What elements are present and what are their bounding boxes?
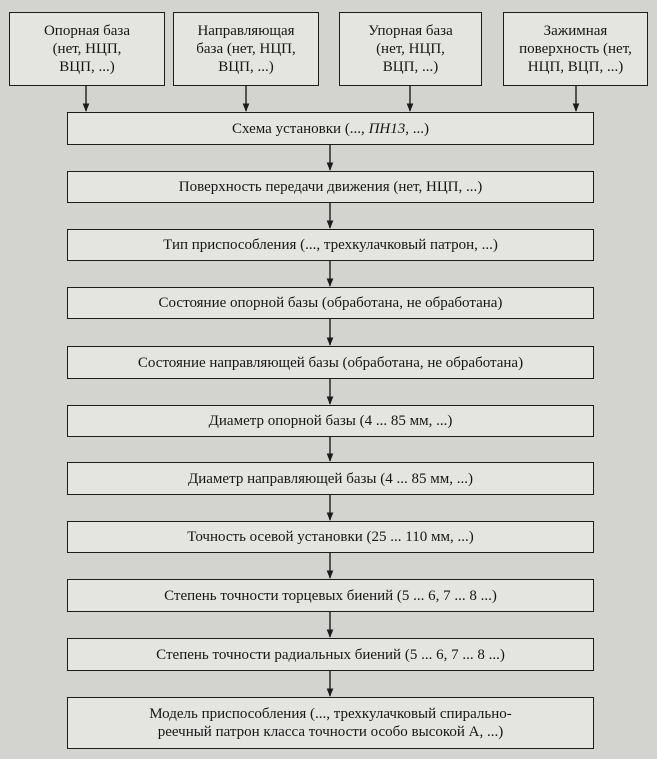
chain-box-reference-base-state: Состояние опорной базы (обработана, не обработана) (67, 287, 594, 319)
chain-box-reference-base-diameter: Диаметр опорной базы (4 ... 85 мм, ...) (67, 405, 594, 437)
chain-box-setup-scheme: Схема установки (..., ПН13, ...) (67, 112, 594, 145)
top-box-guide-base: Направляющая база (нет, НЦП, ВЦП, ...) (173, 12, 319, 86)
chain-box-axial-accuracy: Точность осевой установки (25 ... 110 мм, ...) (67, 521, 594, 553)
chain-box-fixture-type: Тип приспособления (..., трехкулачковый патрон, ...) (67, 229, 594, 261)
top-box-stop-base: Упорная база (нет, НЦП, ВЦП, ...) (339, 12, 482, 86)
chain-box-fixture-model: Модель приспособления (..., трехкулачковый спирально- реечный патрон класса точности особо высокой А, ...) (67, 697, 594, 749)
top-box-reference-base: Опорная база (нет, НЦП, ВЦП, ...) (9, 12, 165, 86)
chain-box-guide-base-state: Состояние направляющей базы (обработана, не обработана) (67, 346, 594, 379)
chain-box-motion-surface: Поверхность передачи движения (нет, НЦП, ...) (67, 171, 594, 203)
chain-box-face-runout: Степень точности торцевых биений (5 ... 6, 7 ... 8 ...) (67, 579, 594, 612)
chain-box-radial-runout: Степень точности радиальных биений (5 ... 6, 7 ... 8 ...) (67, 638, 594, 671)
chain-box-guide-base-diameter: Диаметр направляющей базы (4 ... 85 мм, ...) (67, 462, 594, 495)
top-box-clamping-surface: Зажимная поверхность (нет, НЦП, ВЦП, ...) (503, 12, 648, 86)
